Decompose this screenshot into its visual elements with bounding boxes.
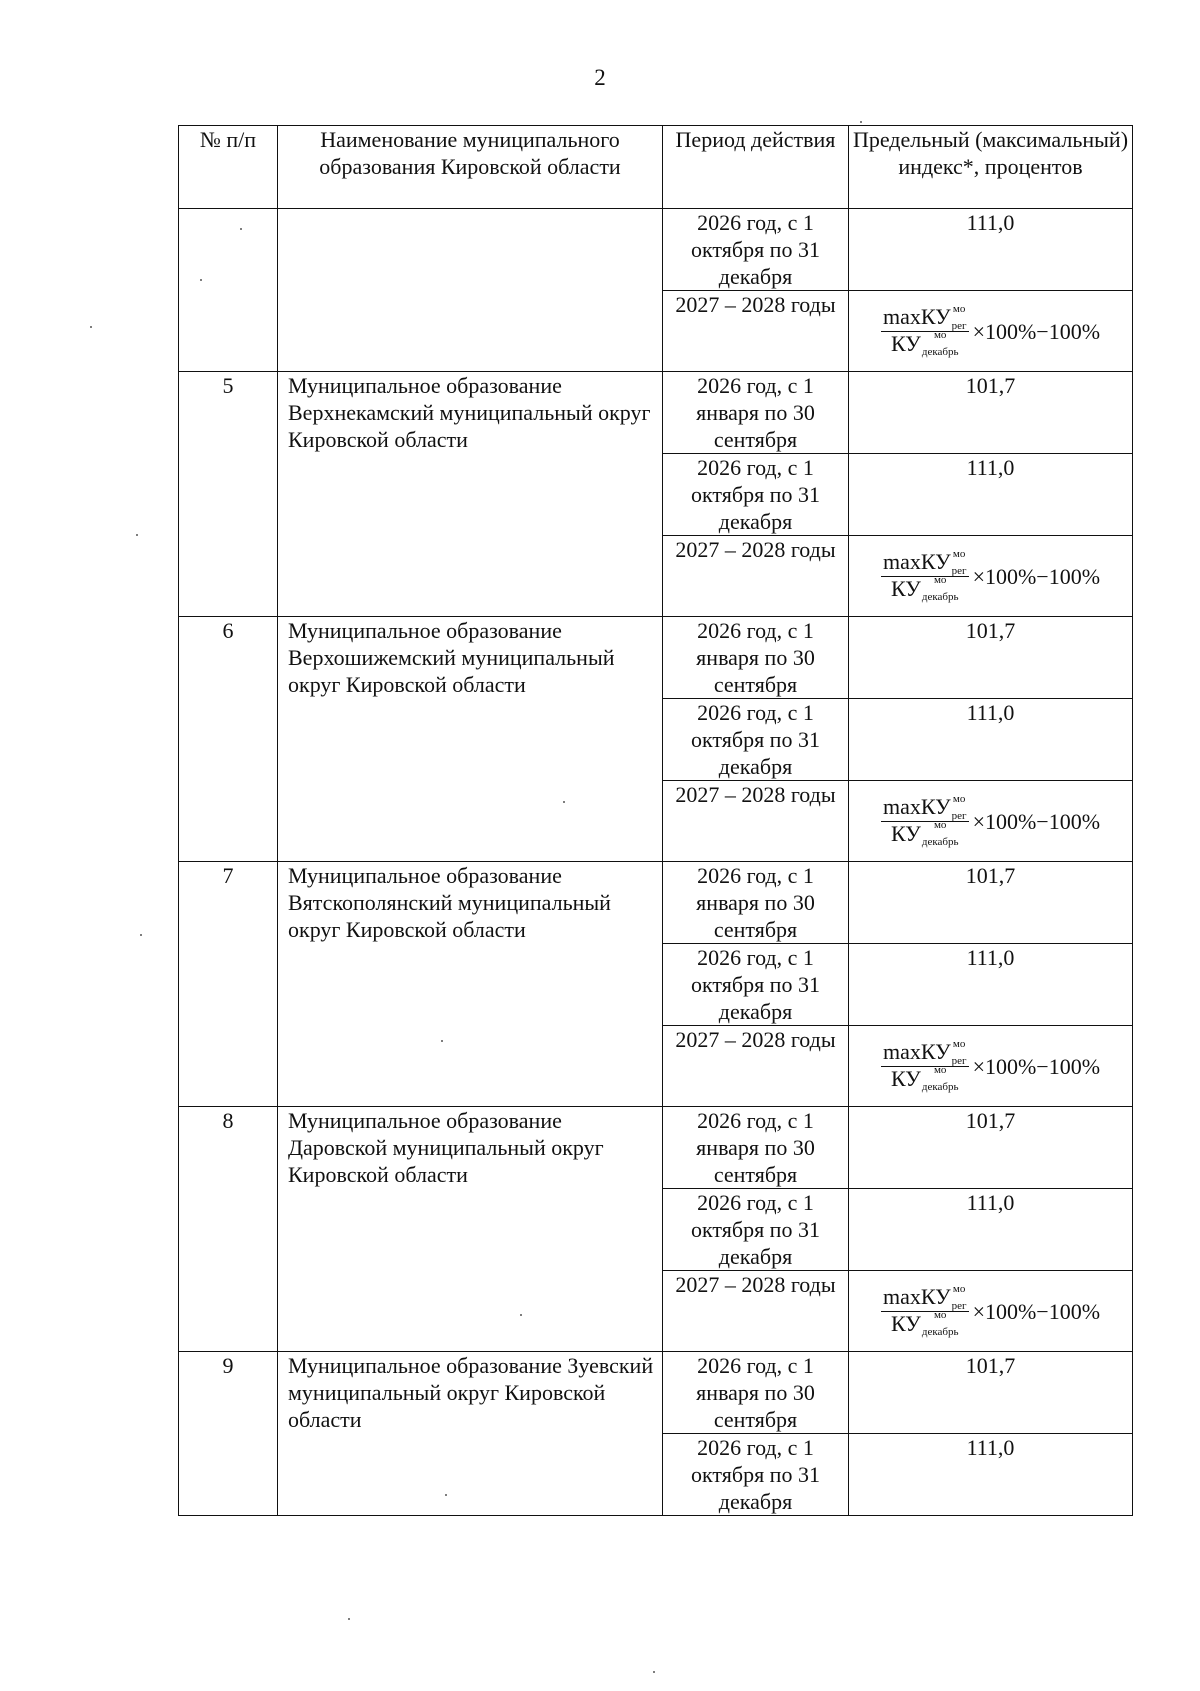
formula-numerator <box>881 547 969 577</box>
formula-denominator-superscript: мо <box>933 1064 947 1077</box>
cell-index: 101,7 <box>849 862 1133 944</box>
cell-period: 2027 – 2028 годы <box>663 1026 849 1107</box>
cell-period: 2026 год, с 1 октября по 31 декабря <box>663 699 849 781</box>
formula-denominator <box>889 574 960 604</box>
formula-fraction <box>881 1282 969 1339</box>
formula-numerator-subscript: рег <box>951 564 967 577</box>
cell-period: 2026 год, с 1 октября по 31 декабря <box>663 209 849 291</box>
cell-index: 111,0 <box>849 1189 1133 1271</box>
cell-name <box>278 209 663 372</box>
cell-period: 2027 – 2028 годы <box>663 781 849 862</box>
cell-num: 5 <box>179 372 278 617</box>
header-num: № п/п <box>179 126 278 209</box>
table-row <box>179 372 1133 454</box>
cell-period: 2026 год, с 1 января по 30 сентября <box>663 1107 849 1189</box>
scan-speck <box>860 121 862 123</box>
formula-numerator-base: maxКУ <box>882 793 951 819</box>
cell-period: 2026 год, с 1 января по 30 сентября <box>663 617 849 699</box>
formula-fraction <box>881 1037 969 1094</box>
table-row <box>179 1352 1133 1434</box>
scan-speck <box>445 1494 447 1496</box>
formula-denominator-superscript: мо <box>933 574 947 587</box>
formula-tail: ×100%−100% <box>972 563 1101 589</box>
formula-denominator-superscript: мо <box>933 1309 947 1322</box>
header-index: Предельный (максимальный) индекс*, процентов <box>849 126 1133 209</box>
formula-denominator-base: КУ <box>891 820 921 846</box>
scan-speck <box>653 1671 655 1673</box>
formula-denominator-superscript: мо <box>933 819 947 832</box>
formula-fraction <box>881 302 969 359</box>
cell-index: 101,7 <box>849 372 1133 454</box>
formula-denominator <box>889 1064 960 1094</box>
formula-denominator <box>889 1309 960 1339</box>
formula-numerator-superscript: мо <box>952 1282 966 1295</box>
cell-period: 2026 год, с 1 октября по 31 декабря <box>663 1434 849 1516</box>
cell-index: 101,7 <box>849 617 1133 699</box>
cell-name: Муниципальное образование Зуевский муниципальный округ Кировской области <box>278 1352 663 1516</box>
formula-denominator-base: КУ <box>891 1065 921 1091</box>
scan-speck <box>563 801 565 803</box>
cell-period: 2026 год, с 1 января по 30 сентября <box>663 1352 849 1434</box>
formula-denominator-subscript: декабрь <box>921 346 959 359</box>
cell-num: 7 <box>179 862 278 1107</box>
formula-denominator-subscript: декабрь <box>921 1326 959 1339</box>
formula-denominator-base: КУ <box>891 1310 921 1336</box>
formula-numerator-superscript: мо <box>952 1037 966 1050</box>
cell-period: 2026 год, с 1 января по 30 сентября <box>663 372 849 454</box>
cell-num: 8 <box>179 1107 278 1352</box>
cell-index <box>849 1026 1133 1107</box>
formula-numerator-superscript: мо <box>952 547 966 560</box>
cell-period: 2027 – 2028 годы <box>663 1271 849 1352</box>
formula-denominator-subscript: декабрь <box>921 591 959 604</box>
table-header-row <box>179 126 1133 209</box>
cell-index <box>849 781 1133 862</box>
formula-numerator-base: maxКУ <box>882 303 951 329</box>
cell-name: Муниципальное образование Верхошижемский муниципальный округ Кировской области <box>278 617 663 862</box>
table-row <box>179 862 1133 944</box>
cell-index: 101,7 <box>849 1107 1133 1189</box>
page-number: 2 <box>594 65 606 90</box>
formula-tail: ×100%−100% <box>972 1298 1101 1324</box>
formula-numerator <box>881 1037 969 1067</box>
table-row <box>179 1107 1133 1189</box>
cell-period: 2026 год, с 1 октября по 31 декабря <box>663 454 849 536</box>
scan-speck <box>136 534 138 536</box>
formula-denominator-superscript: мо <box>933 329 947 342</box>
formula-numerator-base: maxКУ <box>882 1283 951 1309</box>
cell-index <box>849 1271 1133 1352</box>
table-row <box>179 209 1133 291</box>
cell-name: Муниципальное образование Верхнекамский муниципальный округ Кировской области <box>278 372 663 617</box>
cell-index: 101,7 <box>849 1352 1133 1434</box>
formula-fraction <box>881 792 969 849</box>
cell-num: 6 <box>179 617 278 862</box>
header-period: Период действия <box>663 126 849 209</box>
scan-speck <box>90 326 92 328</box>
cell-period: 2026 год, с 1 января по 30 сентября <box>663 862 849 944</box>
cell-index: 111,0 <box>849 209 1133 291</box>
table-row <box>179 617 1133 699</box>
cell-index: 111,0 <box>849 454 1133 536</box>
scan-speck <box>200 279 202 281</box>
formula-denominator-base: КУ <box>891 575 921 601</box>
cell-period: 2027 – 2028 годы <box>663 291 849 372</box>
scan-speck <box>441 1040 443 1042</box>
formula-tail: ×100%−100% <box>972 808 1101 834</box>
formula-tail: ×100%−100% <box>972 1053 1101 1079</box>
formula-numerator-superscript: мо <box>952 302 966 315</box>
formula-denominator <box>889 819 960 849</box>
scan-speck <box>140 934 142 936</box>
index-formula <box>849 1026 1132 1106</box>
formula-fraction <box>881 547 969 604</box>
cell-index: 111,0 <box>849 944 1133 1026</box>
index-formula <box>849 536 1132 616</box>
formula-numerator-base: maxКУ <box>882 548 951 574</box>
index-formula <box>849 1271 1132 1351</box>
formula-numerator <box>881 792 969 822</box>
cell-index: 111,0 <box>849 699 1133 781</box>
cell-name: Муниципальное образование Вятскополянский муниципальный округ Кировской области <box>278 862 663 1107</box>
index-formula <box>849 291 1132 371</box>
formula-numerator-base: maxКУ <box>882 1038 951 1064</box>
formula-denominator-base: КУ <box>891 330 921 356</box>
cell-name: Муниципальное образование Даровской муниципальный округ Кировской области <box>278 1107 663 1352</box>
scan-speck <box>240 228 242 230</box>
index-formula <box>849 781 1132 861</box>
cell-index <box>849 291 1133 372</box>
formula-denominator-subscript: декабрь <box>921 836 959 849</box>
formula-denominator-subscript: декабрь <box>921 1081 959 1094</box>
formula-tail: ×100%−100% <box>972 318 1101 344</box>
header-name: Наименование муниципального образования Кировской области <box>278 126 663 209</box>
formula-numerator <box>881 1282 969 1312</box>
cell-num: 9 <box>179 1352 278 1516</box>
formula-numerator-superscript: мо <box>952 792 966 805</box>
formula-numerator-subscript: рег <box>951 1299 967 1312</box>
cell-period: 2026 год, с 1 октября по 31 декабря <box>663 944 849 1026</box>
scan-speck <box>348 1618 350 1620</box>
formula-denominator <box>889 329 960 359</box>
cell-index <box>849 536 1133 617</box>
cell-num <box>179 209 278 372</box>
cell-index: 111,0 <box>849 1434 1133 1516</box>
index-table <box>178 125 1133 1516</box>
cell-period: 2026 год, с 1 октября по 31 декабря <box>663 1189 849 1271</box>
formula-numerator <box>881 302 969 332</box>
formula-numerator-subscript: рег <box>951 1054 967 1067</box>
cell-period: 2027 – 2028 годы <box>663 536 849 617</box>
formula-numerator-subscript: рег <box>951 809 967 822</box>
scan-speck <box>520 1314 522 1316</box>
formula-numerator-subscript: рег <box>951 319 967 332</box>
